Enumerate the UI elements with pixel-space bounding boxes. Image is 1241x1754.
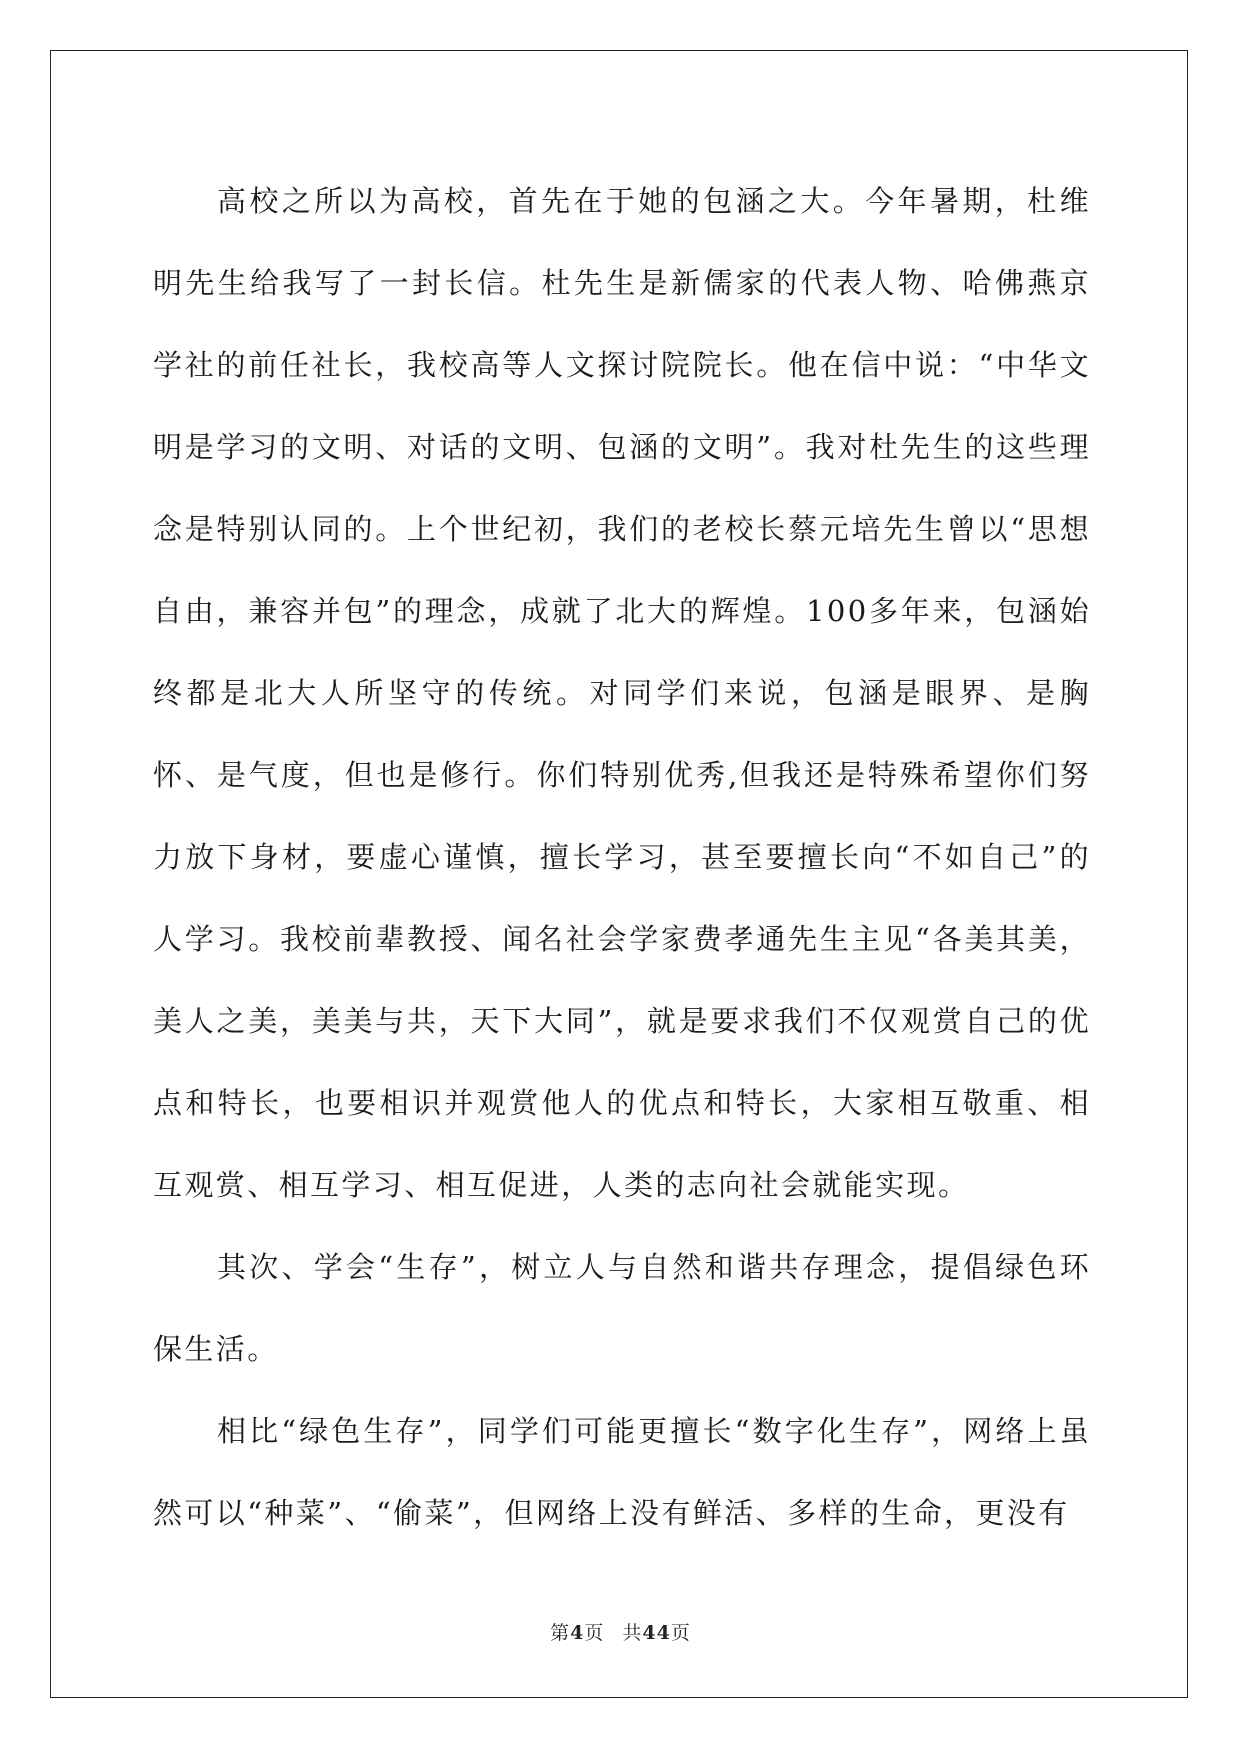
footer-page-unit: 页 xyxy=(584,1622,605,1644)
document-body xyxy=(153,160,1091,1554)
total-page-count: 44 xyxy=(642,1622,671,1644)
paragraph-learn-to-survive: 其次、学会“生存”，树立人与自然和谐共存理念，提倡绿色环保生活。 xyxy=(153,1250,1091,1366)
paragraph-digital-survival: 相比“绿色生存”，同学们可能更擅长“数字化生存”，网络上虽然可以“种菜”、“偷菜”，但网络上没有鲜活、多样的生命，更没有 xyxy=(153,1414,1091,1530)
footer-prefix: 第 xyxy=(550,1622,571,1644)
footer-total-prefix: 共 xyxy=(622,1622,643,1644)
paragraph-inclusiveness: 高校之所以为高校，首先在于她的包涵之大。今年暑期，杜维明先生给我写了一封长信。杜先生是新儒家的代表人物、哈佛燕京学社的前任社长，我校高等人文探讨院院长。他在信中说：“中华文明是学习的文明、对话的文明、包涵的文明”。我对杜先生的这些理念是特别认同的。上个世纪初，我们的老校长蔡元培先生曾以“思想自由，兼容并包”的理念，成就了北大的辉煌。100多年来，包涵始终都是北大人所坚守的传统。对同学们来说，包涵是眼界、是胸怀、是气度，但也是修行。你们特别优秀,但我还是特殊希望你们努力放下身材，要虚心谨慎，擅长学习，甚至要擅长向“不如自己”的人学习。我校前辈教授、闻名社会学家费孝通先生主见“各美其美，美人之美，美美与共，天下大同”，就是要求我们不仅观赏自己的优点和特长，也要相识并观赏他人的优点和特长，大家相互敬重、相互观赏、相互学习、相互促进，人类的志向社会就能实现。 xyxy=(153,184,1091,1202)
page-footer xyxy=(0,1618,1241,1645)
footer-total-unit: 页 xyxy=(670,1622,691,1644)
current-page-number: 4 xyxy=(570,1622,585,1644)
